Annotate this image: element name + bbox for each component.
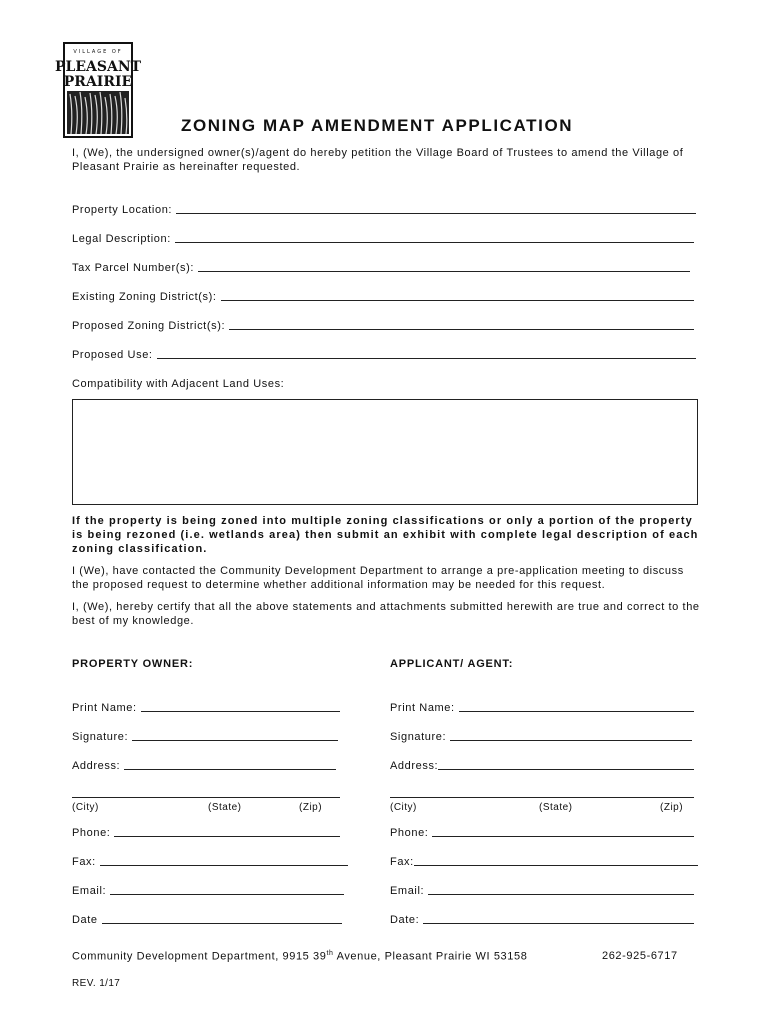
agent-address-label: Address:: [390, 760, 439, 772]
agent-print-name-field[interactable]: [390, 702, 694, 714]
owner-signature-field[interactable]: [72, 731, 338, 743]
footer-dept: Community Development Department, 9915 39: [72, 950, 327, 963]
applicant-agent-header: APPLICANT/ AGENT:: [390, 658, 514, 670]
owner-print-name-field[interactable]: [72, 702, 340, 714]
legal-description-label: Legal Description:: [72, 233, 171, 245]
tax-parcel-field[interactable]: [72, 262, 690, 274]
svg-text:PLEASANT: PLEASANT: [54, 59, 142, 75]
footer-address: [72, 950, 527, 963]
owner-fax-label: Fax:: [72, 856, 96, 868]
owner-email-field[interactable]: [72, 885, 344, 897]
agent-city-label: (City): [390, 802, 417, 813]
revision-label: REV. 1/17: [72, 978, 121, 989]
agent-date-label: Date:: [390, 914, 420, 926]
svg-text:PRAIRIE: PRAIRIE: [63, 74, 133, 90]
agent-signature-field[interactable]: [390, 731, 692, 743]
logo-text-1: [133, 42, 134, 43]
svg-text:VILLAGE OF: VILLAGE OF: [73, 49, 123, 55]
agent-date-field[interactable]: [390, 914, 694, 926]
owner-phone-label: Phone:: [72, 827, 111, 839]
agent-email-field[interactable]: [390, 885, 694, 897]
owner-city-state-zip-line[interactable]: [72, 797, 340, 798]
intro-text: I, (We), the undersigned owner(s)/agent do hereby petition the Village Board of Trustees to amend the Village of Pleasant Prairie as hereinafter requested.: [72, 147, 684, 173]
tax-parcel-label: Tax Parcel Number(s):: [72, 262, 195, 274]
owner-zip-label: (Zip): [299, 802, 323, 813]
agent-signature-label: Signature:: [390, 731, 447, 743]
certification-statement: I, (We), hereby certify that all the above statements and attachments submitted herewith are true and correct to the best of my knowledge.: [72, 601, 700, 627]
agent-phone-field[interactable]: [390, 827, 694, 839]
agent-city-state-zip-line[interactable]: [390, 797, 694, 798]
agent-fax-label: Fax:: [390, 856, 414, 868]
footer-sup: th: [326, 950, 334, 957]
proposed-use-label: Proposed Use:: [72, 349, 153, 361]
owner-print-name-label: Print Name:: [72, 702, 137, 714]
proposed-zoning-field[interactable]: [72, 320, 694, 332]
existing-zoning-field[interactable]: [72, 291, 694, 303]
agent-print-name-label: Print Name:: [390, 702, 455, 714]
proposed-use-field[interactable]: [72, 349, 696, 361]
owner-address-field[interactable]: [72, 760, 336, 772]
agent-zip-label: (Zip): [660, 802, 684, 813]
pre-application-statement: I (We), have contacted the Community Development Department to arrange a pre-application meeting to discuss the proposed request to determine whether additional information may be needed for this request.: [72, 565, 684, 591]
logo-text-2: [133, 42, 134, 43]
agent-email-label: Email:: [390, 885, 425, 897]
owner-signature-label: Signature:: [72, 731, 129, 743]
existing-zoning-label: Existing Zoning District(s):: [72, 291, 217, 303]
owner-address-label: Address:: [72, 760, 121, 772]
owner-phone-field[interactable]: [72, 827, 340, 839]
footer-dept-rest: Avenue, Pleasant Prairie WI 53158: [333, 950, 528, 963]
multiple-zoning-notice: If the property is being zoned into multiple zoning classifications or only a portion of the property is being rezoned (i.e. wetlands area) then submit an exhibit with complete legal description of each zoning classification.: [72, 515, 699, 555]
compatibility-label: Compatibility with Adjacent Land Uses:: [72, 378, 285, 390]
footer-phone: 262-925-6717: [602, 950, 678, 962]
agent-phone-label: Phone:: [390, 827, 429, 839]
owner-email-label: Email:: [72, 885, 107, 897]
owner-state-label: (State): [208, 802, 242, 813]
property-location-field[interactable]: [72, 204, 696, 216]
property-location-label: Property Location:: [72, 204, 173, 216]
form-title: ZONING MAP AMENDMENT APPLICATION: [181, 116, 574, 135]
agent-fax-field[interactable]: [390, 856, 698, 868]
logo-text-3: [133, 42, 134, 43]
owner-city-label: (City): [72, 802, 99, 813]
agent-state-label: (State): [539, 802, 573, 813]
compatibility-textbox[interactable]: [72, 399, 698, 505]
agent-address-field[interactable]: [390, 760, 694, 772]
legal-description-field[interactable]: [72, 233, 694, 245]
owner-fax-field[interactable]: [72, 856, 348, 868]
property-owner-header: PROPERTY OWNER:: [72, 658, 194, 670]
owner-date-label: Date: [72, 914, 98, 926]
village-logo: [54, 42, 142, 138]
owner-date-field[interactable]: [72, 914, 342, 926]
proposed-zoning-label: Proposed Zoning District(s):: [72, 320, 226, 332]
